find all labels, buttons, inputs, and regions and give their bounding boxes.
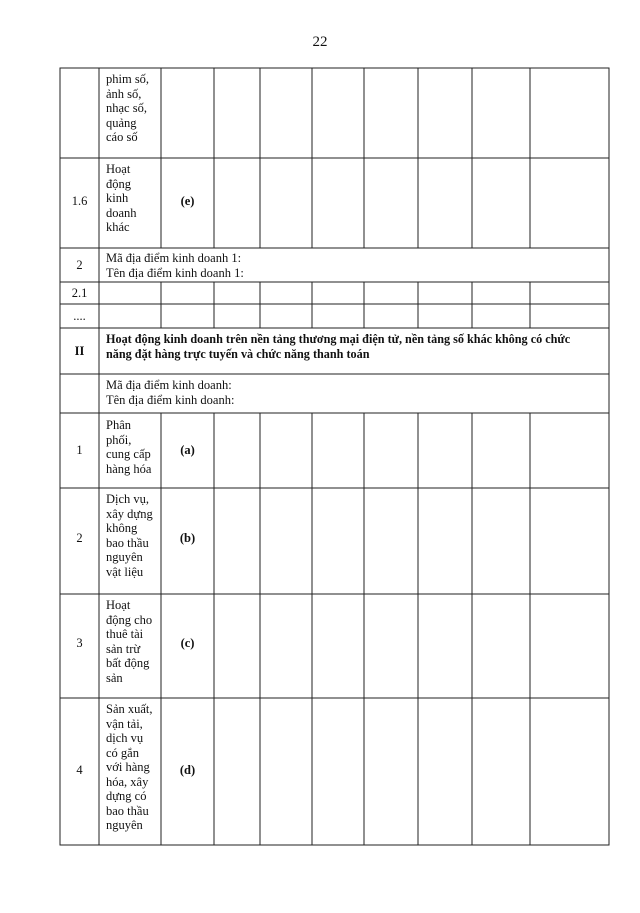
row-5-stt: .... bbox=[73, 309, 86, 323]
row-4-stt: 2.1 bbox=[71, 286, 88, 300]
page-number: 22 bbox=[312, 34, 328, 50]
row-6-label: Hoạt động kinh doanh trên nền tảng thương mại điện tử, nền tảng số khác không có chức năng đặt hàng trực tuyến và chức năng thanh toán bbox=[106, 332, 571, 361]
row-11-label: Sản xuất, vận tải, dịch vụ có gắn với hàng hóa, xây dựng có bao thầu nguyên bbox=[106, 702, 153, 832]
row-11-stt: 4 bbox=[76, 763, 83, 777]
row-2-label: Hoạt động kinh doanh khác bbox=[106, 162, 137, 234]
row-2-code: (e) bbox=[180, 194, 195, 208]
row-9-label: Dịch vụ, xây dựng không bao thầu nguyên vật liệu bbox=[106, 492, 153, 579]
row-8-label: Phân phối, cung cấp hàng hóa bbox=[106, 418, 152, 476]
row-11-code: (d) bbox=[179, 763, 196, 777]
row-8-code: (a) bbox=[180, 443, 195, 457]
row-10-code: (c) bbox=[180, 636, 195, 650]
row-9-code: (b) bbox=[179, 531, 196, 545]
row-10-label: Hoạt động cho thuê tài sản trừ bất động sản bbox=[106, 598, 153, 685]
row-3-stt: 2 bbox=[76, 258, 83, 272]
row-8-stt: 1 bbox=[76, 443, 83, 457]
row-1-label: phim số, ảnh số, nhạc số, quảng cáo số bbox=[106, 72, 150, 144]
row-9-stt: 2 bbox=[76, 531, 83, 545]
row-6-stt: II bbox=[74, 344, 85, 358]
row-3-label: Mã địa điểm kinh doanh 1: Tên địa điểm kinh doanh 1: bbox=[106, 251, 244, 280]
row-10-stt: 3 bbox=[76, 636, 83, 650]
row-7-label: Mã địa điểm kinh doanh: Tên địa điểm kinh doanh: bbox=[106, 378, 235, 407]
row-2-stt: 1.6 bbox=[71, 194, 88, 208]
